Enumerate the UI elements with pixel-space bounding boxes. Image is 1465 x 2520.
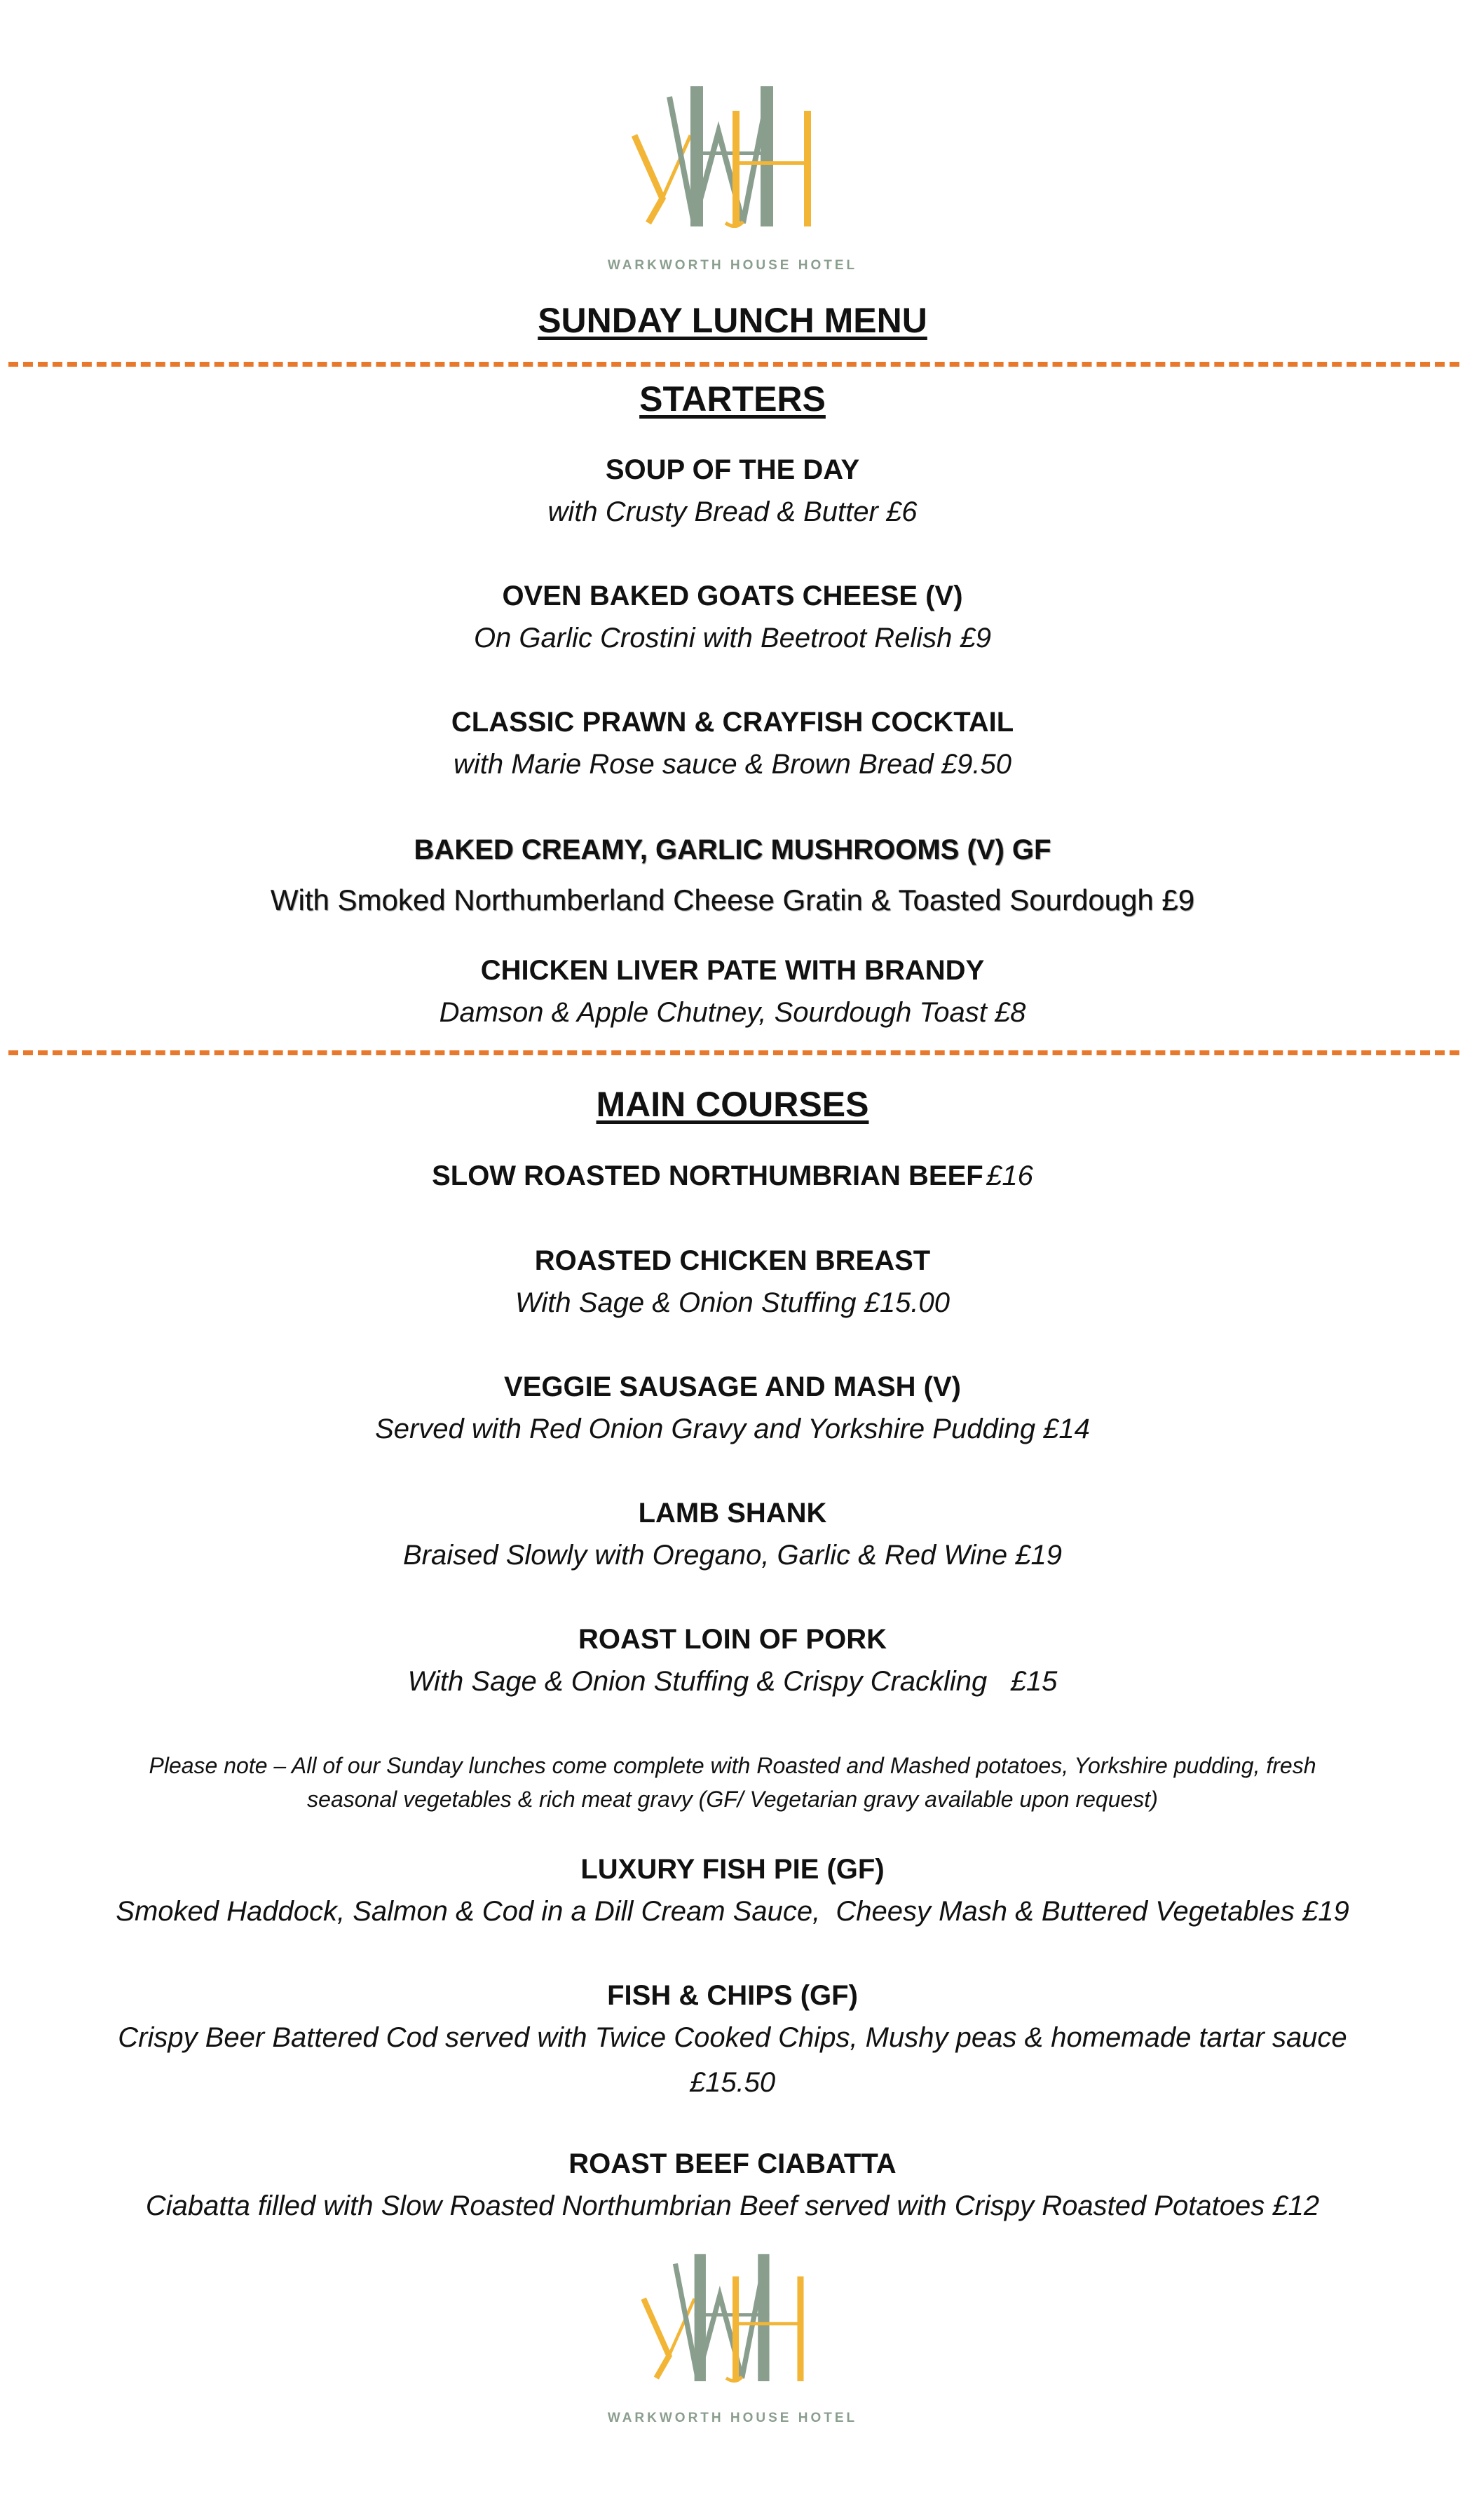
menu-title: SUNDAY LUNCH MENU [538, 301, 927, 340]
gravy-note-line2: seasonal vegetables & rich meat gravy (GF/ Vegetarian gravy available upon request) [307, 1787, 1158, 1812]
gravy-note-line1: Please note – All of our Sunday lunches come complete with Roasted and Mashed potatoes, Yorkshire pudding, fresh [149, 1753, 1316, 1778]
main-desc: Crispy Beer Battered Cod served with Twice Cooked Chips, Mushy peas & homemade tartar sauce [118, 2022, 1347, 2053]
hotel-name-top: WARKWORTH HOUSE HOTEL [607, 258, 858, 273]
main-name: LAMB SHANK [638, 1498, 827, 1529]
starter-name: CHICKEN LIVER PATE WITH BRANDY [480, 955, 985, 986]
hotel-logo-top [0, 83, 1465, 273]
main-item [0, 1160, 1465, 1192]
divider-top [8, 362, 1459, 367]
main-name: VEGGIE SAUSAGE AND MASH (V) [504, 1371, 961, 1402]
starter-name: SOUP OF THE DAY [605, 454, 860, 485]
starter-desc: With Smoked Northumberland Cheese Gratin & Toasted Sourdough £9 [270, 883, 1195, 916]
starter-desc: Damson & Apple Chutney, Sourdough Toast £8 [439, 997, 1026, 1028]
main-courses-heading: MAIN COURSES [596, 1085, 869, 1124]
divider-middle [8, 1050, 1459, 1055]
main-price: £16 [986, 1160, 1033, 1191]
whh-monogram-icon [631, 2251, 834, 2391]
main-name: ROAST LOIN OF PORK [578, 1624, 887, 1655]
main-name: FISH & CHIPS (GF) [607, 1980, 858, 2011]
starter-name: BAKED CREAMY, GARLIC MUSHROOMS (V) GF [414, 834, 1051, 865]
main-desc: With Sage & Onion Stuffing £15.00 [515, 1287, 950, 1318]
main-desc-price: £15.50 [689, 2067, 776, 2098]
main-desc: Ciabatta filled with Slow Roasted Northumbrian Beef served with Crispy Roasted Potatoes £12 [145, 2190, 1320, 2221]
main-desc: Braised Slowly with Oregano, Garlic & Red Wine £19 [402, 1540, 1063, 1571]
main-name: ROAST BEEF CIABATTA [568, 2148, 897, 2179]
starter-desc: with Marie Rose sauce & Brown Bread £9.50 [454, 749, 1011, 780]
main-desc: Served with Red Onion Gravy and Yorkshire Pudding £14 [375, 1414, 1090, 1444]
main-name: LUXURY FISH PIE (GF) [580, 1854, 885, 1885]
hotel-logo-bottom [0, 2251, 1465, 2426]
starter-name: OVEN BAKED GOATS CHEESE (V) [502, 581, 963, 611]
main-name: ROASTED CHICKEN BREAST [534, 1245, 931, 1276]
starter-desc: with Crusty Bread & Butter £6 [547, 496, 918, 527]
main-desc: Smoked Haddock, Salmon & Cod in a Dill Cream Sauce, Cheesy Mash & Buttered Vegetables £19 [116, 1896, 1349, 1927]
main-desc: With Sage & Onion Stuffing & Crispy Crackling £15 [407, 1666, 1058, 1697]
starters-heading: STARTERS [639, 379, 826, 419]
starter-name: CLASSIC PRAWN & CRAYFISH COCKTAIL [451, 707, 1014, 738]
main-name: SLOW ROASTED NORTHUMBRIAN BEEF [432, 1160, 983, 1191]
hotel-name-bottom: WARKWORTH HOUSE HOTEL [607, 2411, 858, 2425]
starter-desc: On Garlic Crostini with Beetroot Relish £9 [473, 623, 992, 653]
whh-monogram-icon [620, 83, 845, 237]
